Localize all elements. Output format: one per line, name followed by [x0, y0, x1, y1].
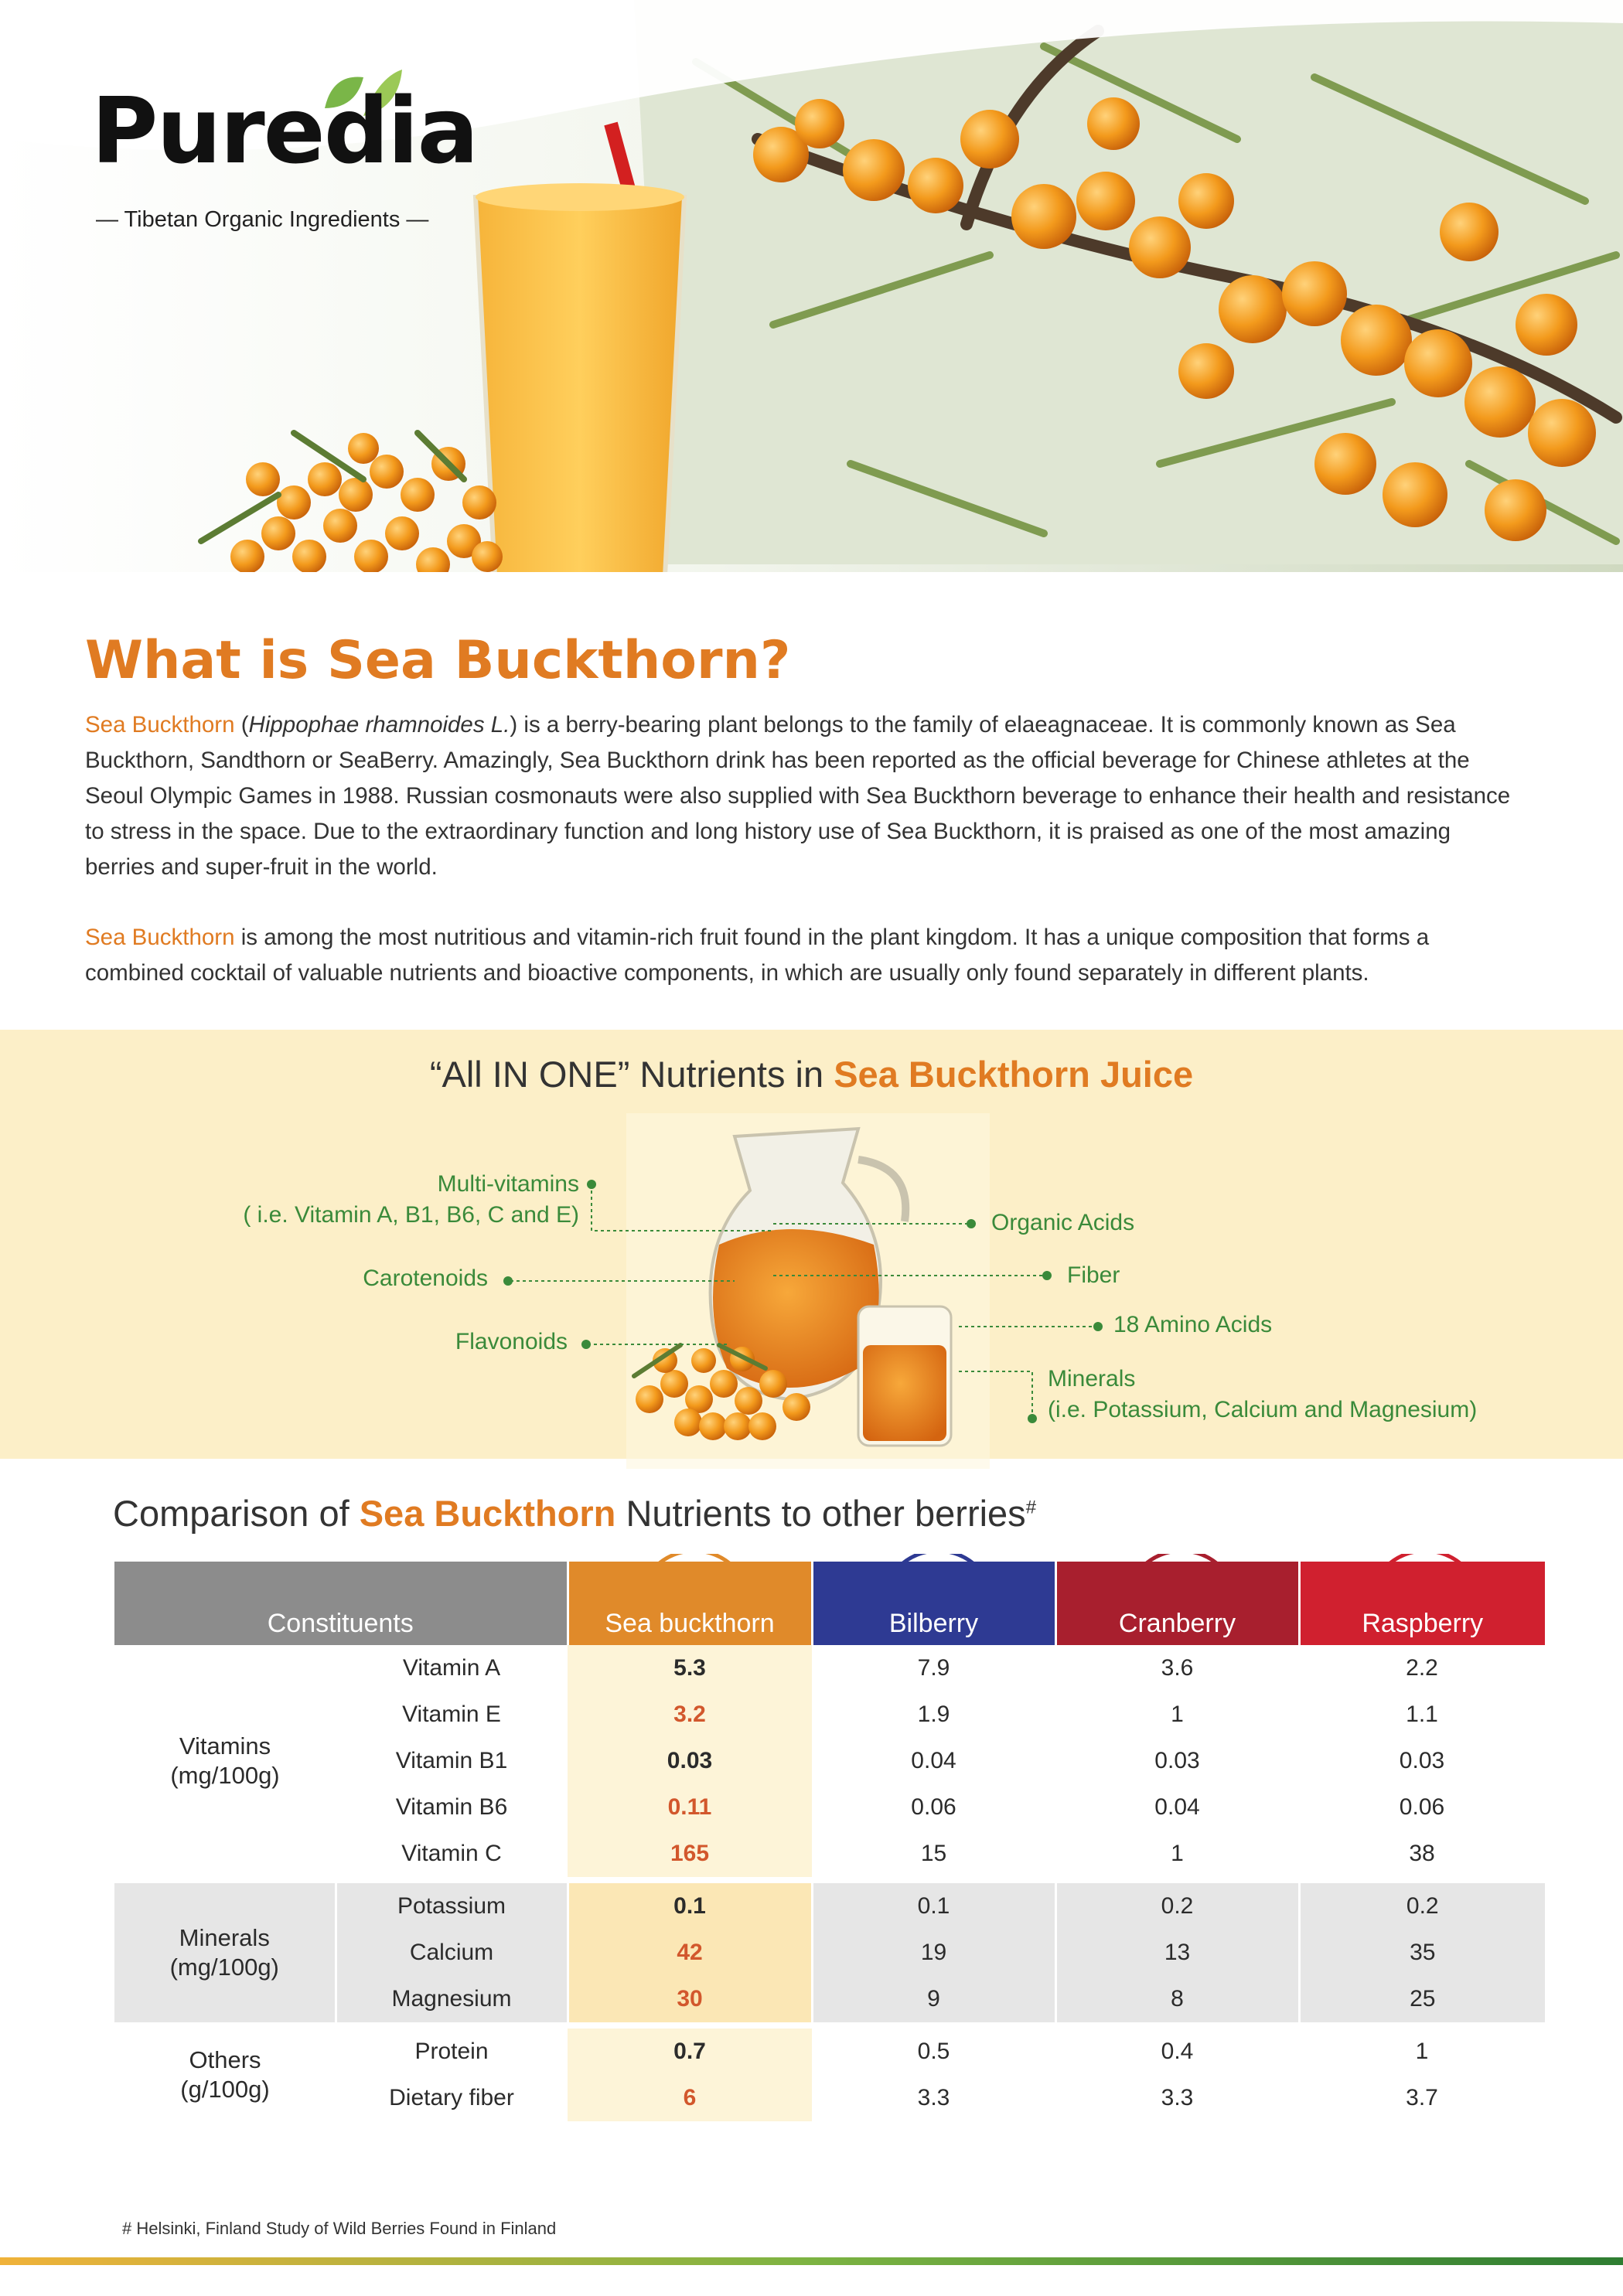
cell-sea-buckthorn: 42	[568, 1930, 812, 1976]
group-minerals	[114, 1880, 336, 2025]
group-unit: (g/100g)	[180, 2076, 270, 2103]
cell-raspberry: 0.03	[1399, 1748, 1445, 1773]
comparison-title-prefix: Comparison of	[113, 1493, 349, 1534]
cell-cranberry: 0.04	[1154, 1794, 1200, 1820]
cell-sea-buckthorn: 165	[568, 1831, 812, 1880]
row-label: Magnesium	[336, 1976, 568, 2025]
nutrient-connectors	[0, 1160, 1623, 1438]
cell-bilberry: 9	[812, 1976, 1055, 2025]
footnote-mark: #	[1025, 1497, 1037, 1518]
label-multivitamins: Multi-vitamins	[437, 1171, 579, 1197]
group-unit: (mg/100g)	[170, 1762, 280, 1789]
cell-cranberry: 13	[1055, 1930, 1299, 1976]
cell-raspberry: 1.1	[1406, 1702, 1438, 1727]
label-multivitamins-detail: ( i.e. Vitamin A, B1, B6, C and E)	[243, 1202, 579, 1228]
cell-cranberry: 8	[1055, 1976, 1299, 2025]
header-cranberry: Cranberry	[1055, 1562, 1299, 1645]
group-unit: (mg/100g)	[169, 1954, 279, 1981]
nutrients-title-prefix: “All IN ONE” Nutrients in	[429, 1054, 824, 1095]
latin-name: Hippophae rhamnoides L.	[248, 712, 510, 738]
comparison-title	[113, 1492, 1036, 1535]
label-flavonoids: Flavonoids	[455, 1329, 568, 1354]
paragraph-text: is a berry-bearing plant belongs to the family of elaeagnaceae. It is commonly known as Sea Buckthorn, Sandthorn or SeaBerry. Amazingly, Sea Buckthorn drink has been reported as the official beverage for Chinese athletes at the Seoul Olympic Games in 1988. Russian cosmonauts were also supplied with Sea Buckthorn beverage to enhance their health and resistance to stress in the space. Due to the extraordinary function and long history use of Sea Buckthorn, it is praised as one of the most amazing berries and super-fruit in the world.	[85, 712, 1511, 880]
label-amino-acids: 18 Amino Acids	[1113, 1312, 1273, 1337]
brand-logo-wordmark: Puredia	[91, 77, 478, 184]
label-minerals-detail: (i.e. Potassium, Calcium and Magnesium)	[1048, 1397, 1478, 1422]
band-notch	[696, 1020, 758, 1036]
label-fiber: Fiber	[1067, 1262, 1120, 1288]
table-header-row	[114, 1562, 1545, 1645]
cell-cranberry: 0.03	[1154, 1748, 1200, 1773]
paragraph-text: is among the most nutritious and vitamin-rich fruit found in the plant kingdom. It has a unique composition that forms a combined cocktail of valuable nutrients and bioactive components, in which are usually only found separately in different plants.	[85, 925, 1430, 986]
cell-cranberry: 1	[1171, 1841, 1184, 1866]
nutrients-title-highlight: Sea Buckthorn Juice	[834, 1054, 1194, 1095]
nutrients-title	[0, 1053, 1623, 1095]
group-others	[114, 2025, 336, 2121]
cell-cranberry: 3.6	[1161, 1655, 1194, 1681]
cell-sea-buckthorn: 3.2	[568, 1691, 812, 1738]
cell-raspberry: 3.7	[1406, 2085, 1438, 2110]
row-label: Vitamin A	[402, 1655, 501, 1681]
cell-sea-buckthorn: 0.11	[568, 1784, 812, 1831]
cell-sea-buckthorn: 0.1	[568, 1880, 812, 1930]
cell-bilberry: 1.9	[917, 1702, 950, 1727]
group-vitamins	[114, 1645, 336, 1880]
table-row	[114, 1645, 1545, 1691]
table-row	[114, 2025, 1545, 2075]
group-label: Others	[189, 2046, 261, 2073]
label-carotenoids: Carotenoids	[363, 1266, 488, 1291]
cell-raspberry: 1	[1299, 2025, 1545, 2075]
comparison-title-highlight: Sea Buckthorn	[359, 1493, 616, 1534]
row-label: Vitamin C	[401, 1841, 502, 1866]
cell-bilberry: 0.04	[911, 1748, 956, 1773]
term-highlight: Sea Buckthorn	[85, 925, 235, 950]
cell-raspberry: 35	[1299, 1930, 1545, 1976]
cell-bilberry: 3.3	[917, 2085, 950, 2110]
cell-raspberry: 25	[1299, 1976, 1545, 2025]
cell-bilberry: 15	[920, 1841, 947, 1866]
cell-bilberry: 7.9	[917, 1655, 950, 1681]
bottom-divider	[0, 2257, 1623, 2265]
cell-sea-buckthorn: 30	[568, 1976, 812, 2025]
group-label: Minerals	[179, 1924, 270, 1951]
comparison-table	[114, 1562, 1545, 2121]
cell-sea-buckthorn: 6	[568, 2075, 812, 2121]
page-heading: What is Sea Buckthorn?	[85, 630, 791, 691]
row-label: Protein	[336, 2025, 568, 2075]
intro-paragraph-2	[85, 920, 1516, 991]
cell-sea-buckthorn: 0.03	[568, 1738, 812, 1784]
row-label: Dietary fiber	[389, 2085, 514, 2110]
label-organic-acids: Organic Acids	[991, 1210, 1135, 1235]
cell-cranberry: 0.4	[1055, 2025, 1299, 2075]
row-label: Potassium	[336, 1880, 568, 1930]
cell-cranberry: 0.2	[1055, 1880, 1299, 1930]
cell-raspberry: 38	[1409, 1841, 1435, 1866]
table-row	[114, 1880, 1545, 1930]
cell-raspberry: 0.2	[1299, 1880, 1545, 1930]
label-minerals: Minerals	[1048, 1366, 1136, 1392]
group-label: Vitamins	[179, 1732, 271, 1759]
cell-cranberry: 1	[1171, 1702, 1184, 1727]
row-label: Vitamin B6	[395, 1794, 508, 1820]
header-sea-buckthorn: Sea buckthorn	[568, 1562, 812, 1645]
cell-cranberry: 3.3	[1161, 2085, 1194, 2110]
cell-sea-buckthorn: 5.3	[568, 1645, 812, 1691]
comparison-title-suffix: Nutrients to other berries	[626, 1493, 1026, 1534]
row-label: Vitamin B1	[395, 1748, 508, 1773]
cell-sea-buckthorn: 0.7	[568, 2025, 812, 2075]
term-highlight: Sea Buckthorn	[85, 712, 235, 738]
row-label: Calcium	[336, 1930, 568, 1976]
intro-paragraph-1: Sea Buckthorn (Hippophae rhamnoides L.) is a berry-bearing plant belongs to the family of elaeagnaceae. It is commonly known as Sea Buckthorn, Sandthorn or SeaBerry. Amazingly, Sea Buckthorn drink has been reported as the official beverage for Chinese athletes at the Seoul Olympic Games in 1988. Russian cosmonauts were also supplied with Sea Buckthorn beverage to enhance their health and resistance to stress in the space. Due to the extraordinary function and long history use of Sea Buckthorn, it is praised as one of the most amazing berries and super-fruit in the world.	[85, 712, 1511, 880]
cell-bilberry: 0.06	[911, 1794, 956, 1820]
cell-raspberry: 0.06	[1399, 1794, 1445, 1820]
header-bilberry: Bilberry	[812, 1562, 1055, 1645]
brand-tagline: — Tibetan Organic Ingredients —	[96, 207, 429, 232]
row-label: Vitamin E	[402, 1702, 501, 1727]
cell-bilberry: 0.5	[812, 2025, 1055, 2075]
header-raspberry: Raspberry	[1299, 1562, 1545, 1645]
header-constituents: Constituents	[114, 1562, 568, 1645]
cell-bilberry: 0.1	[812, 1880, 1055, 1930]
footnote: # Helsinki, Finland Study of Wild Berries Found in Finland	[122, 2219, 557, 2238]
cell-bilberry: 19	[812, 1930, 1055, 1976]
cell-raspberry: 2.2	[1406, 1655, 1438, 1681]
